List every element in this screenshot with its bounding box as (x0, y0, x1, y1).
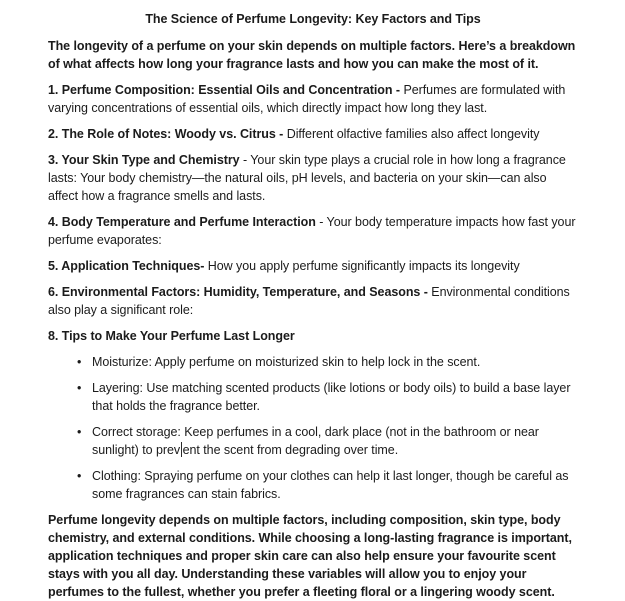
factor-body: Perfumes are formulated with varying concentrations of essential oils, which directly impact how long they last. (48, 83, 566, 115)
bullet-icon: • (77, 355, 82, 369)
tip-text: Moisturize: Apply perfume on moisturized skin to help lock in the scent. (92, 355, 481, 369)
tip-item-clothing (48, 467, 578, 503)
factor-body: Different olfactive families also affect longevity (283, 127, 540, 141)
factor-body: Environmental conditions also play a significant role: (48, 285, 570, 317)
factor-paragraph-2 (48, 125, 578, 143)
intro-paragraph: The longevity of a perfume on your skin depends on multiple factors. Here’s a breakdown of what affects how long your fragrance lasts and how you can make the most of it. (48, 39, 576, 71)
factor-paragraph-5 (48, 257, 578, 275)
factor-paragraph-1 (48, 81, 578, 117)
tips-list (48, 353, 578, 503)
factor-body: - Your skin type plays a crucial role in how long a fragrance lasts: Your body chemistry—the natural oils, pH levels, and bacteria on your skin—can also affect how a fragrance smells and lasts. (48, 153, 566, 203)
tip-text: Clothing: Spraying perfume on your clothes can help it last longer, though be careful as some fragrances can stain fabrics. (92, 469, 569, 501)
document-title: The Science of Perfume Longevity: Key Factors and Tips (145, 12, 481, 26)
tips-heading: 8. Tips to Make Your Perfume Last Longer (48, 329, 295, 343)
factor-paragraph-6 (48, 283, 578, 319)
tip-text: ent the scent from degrading over time. (182, 443, 399, 457)
tip-text: Layering: Use matching scented products (like lotions or body oils) to build a base layer that holds the fragrance better. (92, 381, 571, 413)
factor-heading: 3. Your Skin Type and Chemistry (48, 153, 240, 167)
bullet-icon: • (77, 381, 82, 395)
factor-paragraph-3 (48, 151, 578, 205)
factor-paragraph-4 (48, 213, 578, 249)
factor-heading: 4. Body Temperature and Perfume Interaction (48, 215, 316, 229)
factor-heading: 6. Environmental Factors: Humidity, Temperature, and Seasons - (48, 285, 428, 299)
factor-body: - Your body temperature impacts how fast your perfume evaporates: (48, 215, 576, 247)
tip-text: Correct storage: Keep perfumes in a cool, dark place (not in the bathroom or near sunlight) to prev (92, 425, 539, 457)
tip-item-moisturize (48, 353, 578, 371)
factor-body: How you apply perfume significantly impacts its longevity (204, 259, 520, 273)
bullet-icon: • (77, 425, 82, 439)
tip-item-layering (48, 379, 578, 415)
factor-heading: 2. The Role of Notes: Woody vs. Citrus - (48, 127, 284, 141)
factor-heading: 1. Perfume Composition: Essential Oils and Concentration - (48, 83, 401, 97)
bullet-icon: • (77, 469, 82, 483)
conclusion-paragraph: Perfume longevity depends on multiple factors, including composition, skin type, body chemistry, and external conditions. While choosing a long-lasting fragrance is important, application techniques and proper skin care can also help ensure your favourite scent stays with you all day. Understanding these variables will allow you to enjoy your perfumes to the fullest, whether you prefer a fleeting floral or a lingering woody scent. (48, 513, 572, 599)
factor-heading: 5. Application Techniques- (48, 259, 205, 273)
tip-item-storage (48, 423, 578, 459)
